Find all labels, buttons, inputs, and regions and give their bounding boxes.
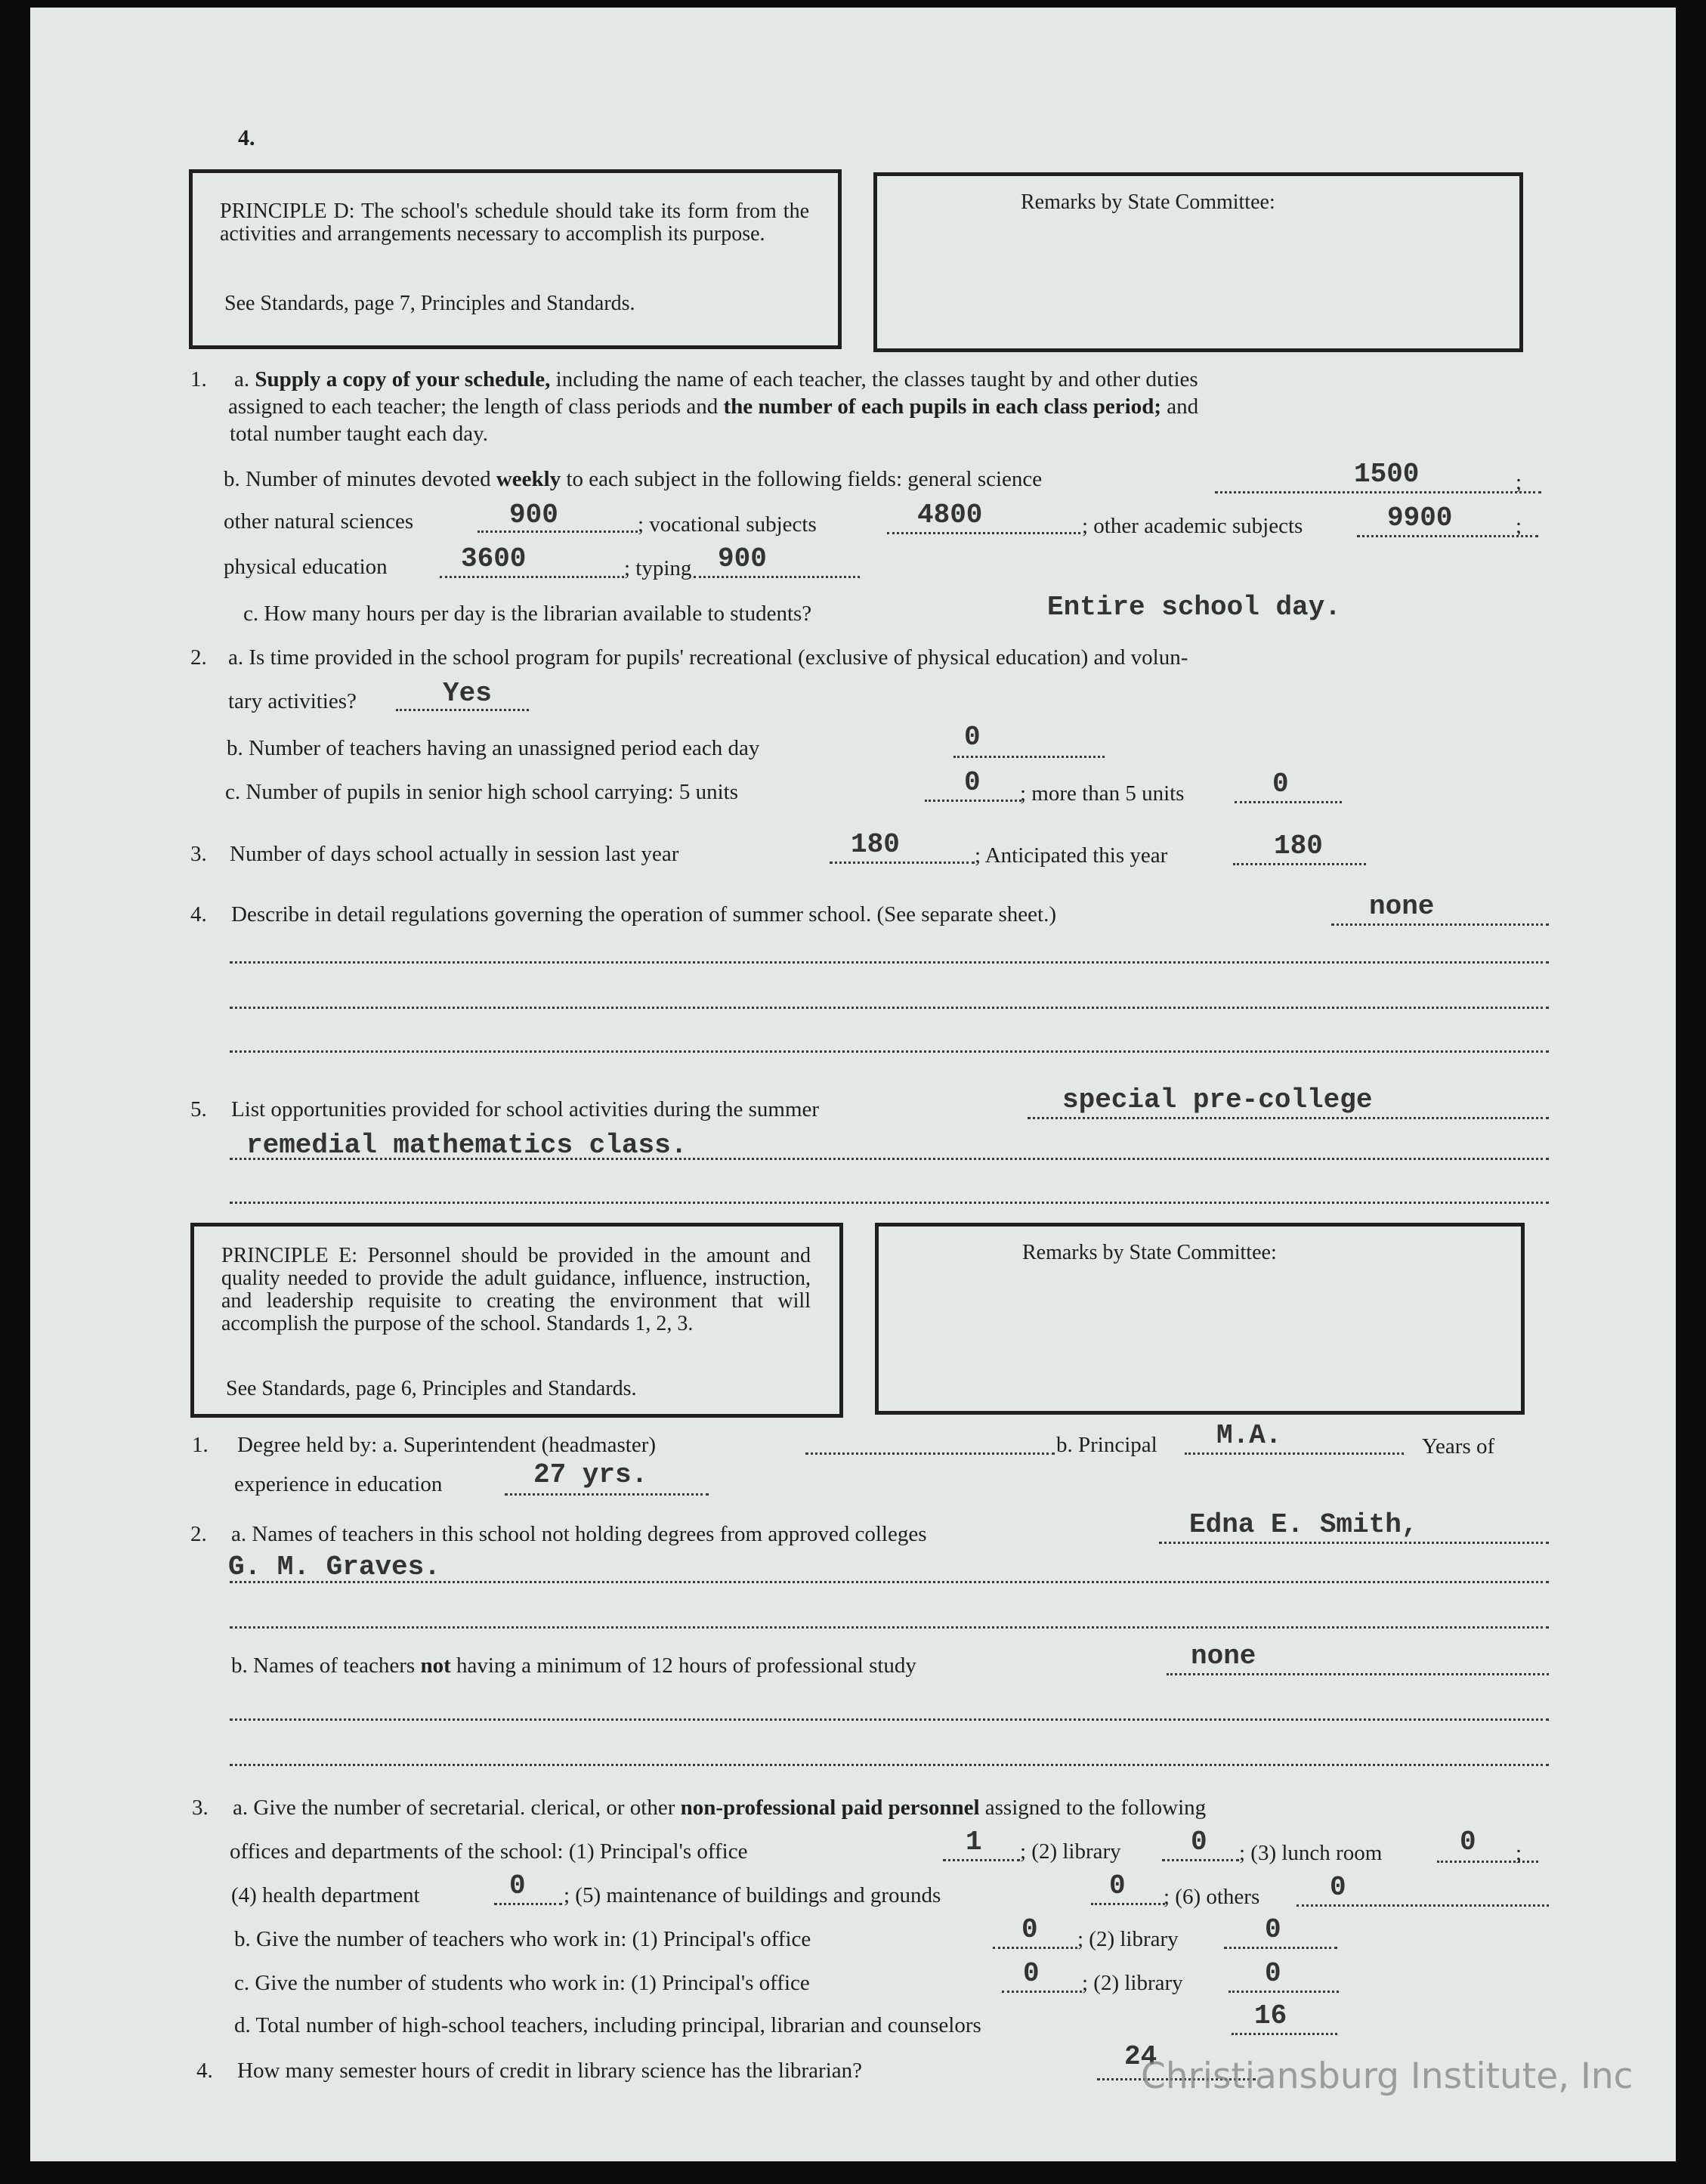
q1-b-other-academic-label: ; other academic subjects [1082, 514, 1303, 538]
q1-b-vocational-label: ; vocational subjects [638, 512, 817, 537]
q1-a-line3: total number taught each day. [230, 422, 488, 446]
principle-d-text: PRINCIPLE D: The school's schedule should take its form from the activities and arrangements necessary to accomplish its purpose. [220, 200, 809, 246]
e2-b-text: b. Names of teachers not having a minimum of 12 hours of professional study [231, 1653, 916, 1678]
q3-text2: ; Anticipated this year [975, 843, 1168, 868]
dotted-line [925, 800, 1021, 802]
dotted-line [1091, 1903, 1165, 1905]
q3-answer1: 180 [851, 829, 900, 860]
e3-c-library-label: ; (2) library [1082, 1971, 1183, 1995]
dotted-line [440, 576, 624, 578]
e1-number: 1. [192, 1433, 209, 1457]
principal-degree-answer: M.A. [1216, 1420, 1282, 1451]
typing-answer: 900 [718, 543, 767, 574]
q1-number: 1. [190, 367, 207, 391]
q5-number: 5. [190, 1097, 207, 1121]
general-science-answer: 1500 [1354, 459, 1420, 490]
lunch-room-answer: 0 [1460, 1827, 1476, 1858]
dotted-line [230, 1007, 1549, 1009]
q1-a-line1: a. Supply a copy of your schedule, including the name of each teacher, the classes taught by and other duties [234, 367, 1198, 391]
remarks-label-e: Remarks by State Committee: [1022, 1241, 1277, 1264]
q2-b-answer: 0 [964, 722, 981, 753]
dotted-line [494, 1903, 562, 1905]
dotted-line [887, 532, 1080, 534]
punct: ; [1516, 470, 1522, 494]
e2-a-answer1: Edna E. Smith, [1189, 1509, 1418, 1540]
dotted-line [230, 1581, 1549, 1583]
e3-library-label: ; (2) library [1020, 1839, 1121, 1864]
dotted-line [396, 709, 529, 711]
dotted-line [230, 1050, 1549, 1053]
e1-text1: Degree held by: a. Superintendent (headmaster) [237, 1433, 657, 1457]
dotted-line [1232, 2033, 1337, 2035]
dotted-line [1296, 1904, 1549, 1907]
e4-answer: 24 [1124, 2041, 1157, 2072]
e1-text3: Years of [1422, 1434, 1495, 1459]
e3-lunch-label: ; (3) lunch room [1239, 1841, 1383, 1865]
e3-health-label: (4) health department [231, 1883, 420, 1907]
principal-office-answer: 1 [966, 1827, 982, 1858]
q2-c-text1: c. Number of pupils in senior high school carrying: 5 units [225, 780, 738, 804]
dotted-line [1233, 863, 1366, 865]
e3-a-line1: a. Give the number of secretarial. clerical, or other non-professional paid personnel assigned to the following [233, 1796, 1207, 1820]
library-answer: 0 [1191, 1827, 1207, 1858]
q1-b-pe-label: physical education [224, 555, 388, 579]
vocational-answer: 4800 [917, 500, 983, 531]
q3-number: 3. [190, 842, 207, 866]
maintenance-answer: 0 [1109, 1870, 1126, 1901]
punct: ; [1516, 1841, 1522, 1865]
other-academic-answer: 9900 [1387, 503, 1453, 534]
dotted-line [1437, 1861, 1538, 1863]
dotted-line [830, 862, 975, 864]
dotted-line [1162, 1859, 1239, 1861]
q2-c-answer1: 0 [964, 767, 981, 798]
e3-a-line2: offices and departments of the school: (1) Principal's office [230, 1839, 748, 1864]
q5-answer2: remedial mathematics class. [246, 1130, 688, 1161]
e4-number: 4. [196, 2059, 213, 2083]
b-library-answer: 0 [1265, 1914, 1281, 1945]
principle-e-text: PRINCIPLE E: Personnel should be provided in the amount and quality needed to provide the adult guidance, influence, instruction, and leadership requisite to creating the environment that will accomplish the purpose of the school. Standards 1, 2, 3. [221, 1244, 811, 1335]
q3-text1: Number of days school actually in session last year [230, 842, 679, 866]
dotted-line [230, 1626, 1549, 1629]
q2-number: 2. [190, 645, 207, 670]
e3-d-text: d. Total number of high-school teachers, including principal, librarian and counselors [234, 2013, 981, 2037]
dotted-line [1215, 491, 1541, 493]
dotted-line [1357, 535, 1538, 537]
remarks-label-d: Remarks by State Committee: [1021, 190, 1275, 214]
q2-a-line1: a. Is time provided in the school program for pupils' recreational (exclusive of physical education) and volun- [228, 645, 1188, 670]
principle-e-box [190, 1223, 843, 1418]
q4-text: Describe in detail regulations governing the operation of summer school. (See separate sheet.) [231, 902, 1056, 926]
dotted-line [694, 576, 860, 578]
e3-c-text: c. Give the number of students who work in: (1) Principal's office [234, 1971, 810, 1995]
q4-answer: none [1369, 891, 1435, 922]
dotted-line [1002, 1991, 1082, 1993]
c-principal-answer: 0 [1023, 1958, 1040, 1989]
dotted-line [477, 531, 638, 533]
other-natural-answer: 900 [509, 500, 558, 531]
dotted-line [1224, 1947, 1337, 1949]
q5-text: List opportunities provided for school activities during the summer [231, 1097, 820, 1121]
e1-text4: experience in education [234, 1472, 443, 1496]
e1-text2: b. Principal [1056, 1433, 1157, 1457]
document-page [30, 8, 1676, 2161]
dotted-line [1167, 1673, 1549, 1675]
pe-answer: 3600 [461, 543, 527, 574]
c-library-answer: 0 [1265, 1958, 1281, 1989]
dotted-line [805, 1452, 1055, 1455]
principle-d-see: See Standards, page 7, Principles and Standards. [224, 292, 635, 315]
q1-b-line1: b. Number of minutes devoted weekly to each subject in the following fields: general science [224, 467, 1043, 491]
experience-answer: 27 yrs. [533, 1459, 648, 1490]
q2-c-answer2: 0 [1272, 769, 1289, 800]
q2-b-text: b. Number of teachers having an unassigned period each day [227, 736, 760, 760]
dotted-line [953, 756, 1105, 758]
b-principal-answer: 0 [1021, 1914, 1038, 1945]
watermark-text: Christiansburg Institute, Inc [1141, 2056, 1633, 2097]
q2-c-text2: ; more than 5 units [1020, 781, 1185, 806]
q4-number: 4. [190, 902, 207, 926]
q1-c-text: c. How many hours per day is the librarian available to students? [243, 602, 812, 626]
health-answer: 0 [509, 1870, 526, 1901]
others-answer: 0 [1330, 1872, 1346, 1903]
dotted-line [1028, 1117, 1549, 1119]
dotted-line [1229, 1991, 1339, 1993]
e3-others-label: ; (6) others [1164, 1885, 1260, 1909]
e3-b-text: b. Give the number of teachers who work in: (1) Principal's office [234, 1927, 811, 1951]
remarks-box-d [873, 172, 1523, 352]
q3-answer2: 180 [1274, 831, 1323, 862]
e2-b-answer: none [1191, 1641, 1256, 1672]
dotted-line [230, 1158, 1549, 1160]
q2-a-line2: tary activities? [228, 689, 357, 713]
e4-text: How many semester hours of credit in library science has the librarian? [237, 2059, 863, 2083]
principle-d-box [189, 169, 842, 349]
e2-a-answer2: G. M. Graves. [228, 1551, 440, 1582]
q1-b-other-natural-label: other natural sciences [224, 509, 414, 534]
q1-a-line2: assigned to each teacher; the length of class periods and the number of each pupils in each class period; and [228, 394, 1199, 419]
e2-a-text: a. Names of teachers in this school not holding degrees from approved colleges [231, 1522, 927, 1546]
q5-answer1: special pre-college [1062, 1084, 1373, 1115]
e3-number: 3. [192, 1796, 209, 1820]
dotted-line [505, 1493, 709, 1496]
remarks-box-e [875, 1223, 1525, 1415]
e3-b-library-label: ; (2) library [1077, 1927, 1179, 1951]
dotted-line [230, 1202, 1549, 1204]
dotted-line [230, 961, 1549, 964]
dotted-line [1331, 923, 1549, 926]
punct: ; [1516, 514, 1522, 538]
dotted-line [230, 1718, 1549, 1721]
dotted-line [943, 1859, 1020, 1861]
principle-e-see: See Standards, page 6, Principles and Standards. [226, 1377, 637, 1400]
dotted-line [1159, 1542, 1549, 1544]
dotted-line [1185, 1452, 1404, 1455]
dotted-line [1235, 801, 1342, 803]
page-number: 4. [238, 125, 255, 150]
q2-a-answer: Yes [443, 678, 492, 709]
e3-maintenance-label: ; (5) maintenance of buildings and grounds [564, 1883, 941, 1907]
e2-number: 2. [190, 1522, 207, 1546]
dotted-line [993, 1947, 1077, 1949]
d-total-answer: 16 [1254, 2000, 1287, 2031]
q1-c-answer: Entire school day. [1047, 592, 1341, 623]
q1-b-typing-label: ; typing [624, 556, 692, 580]
dotted-line [230, 1764, 1549, 1766]
